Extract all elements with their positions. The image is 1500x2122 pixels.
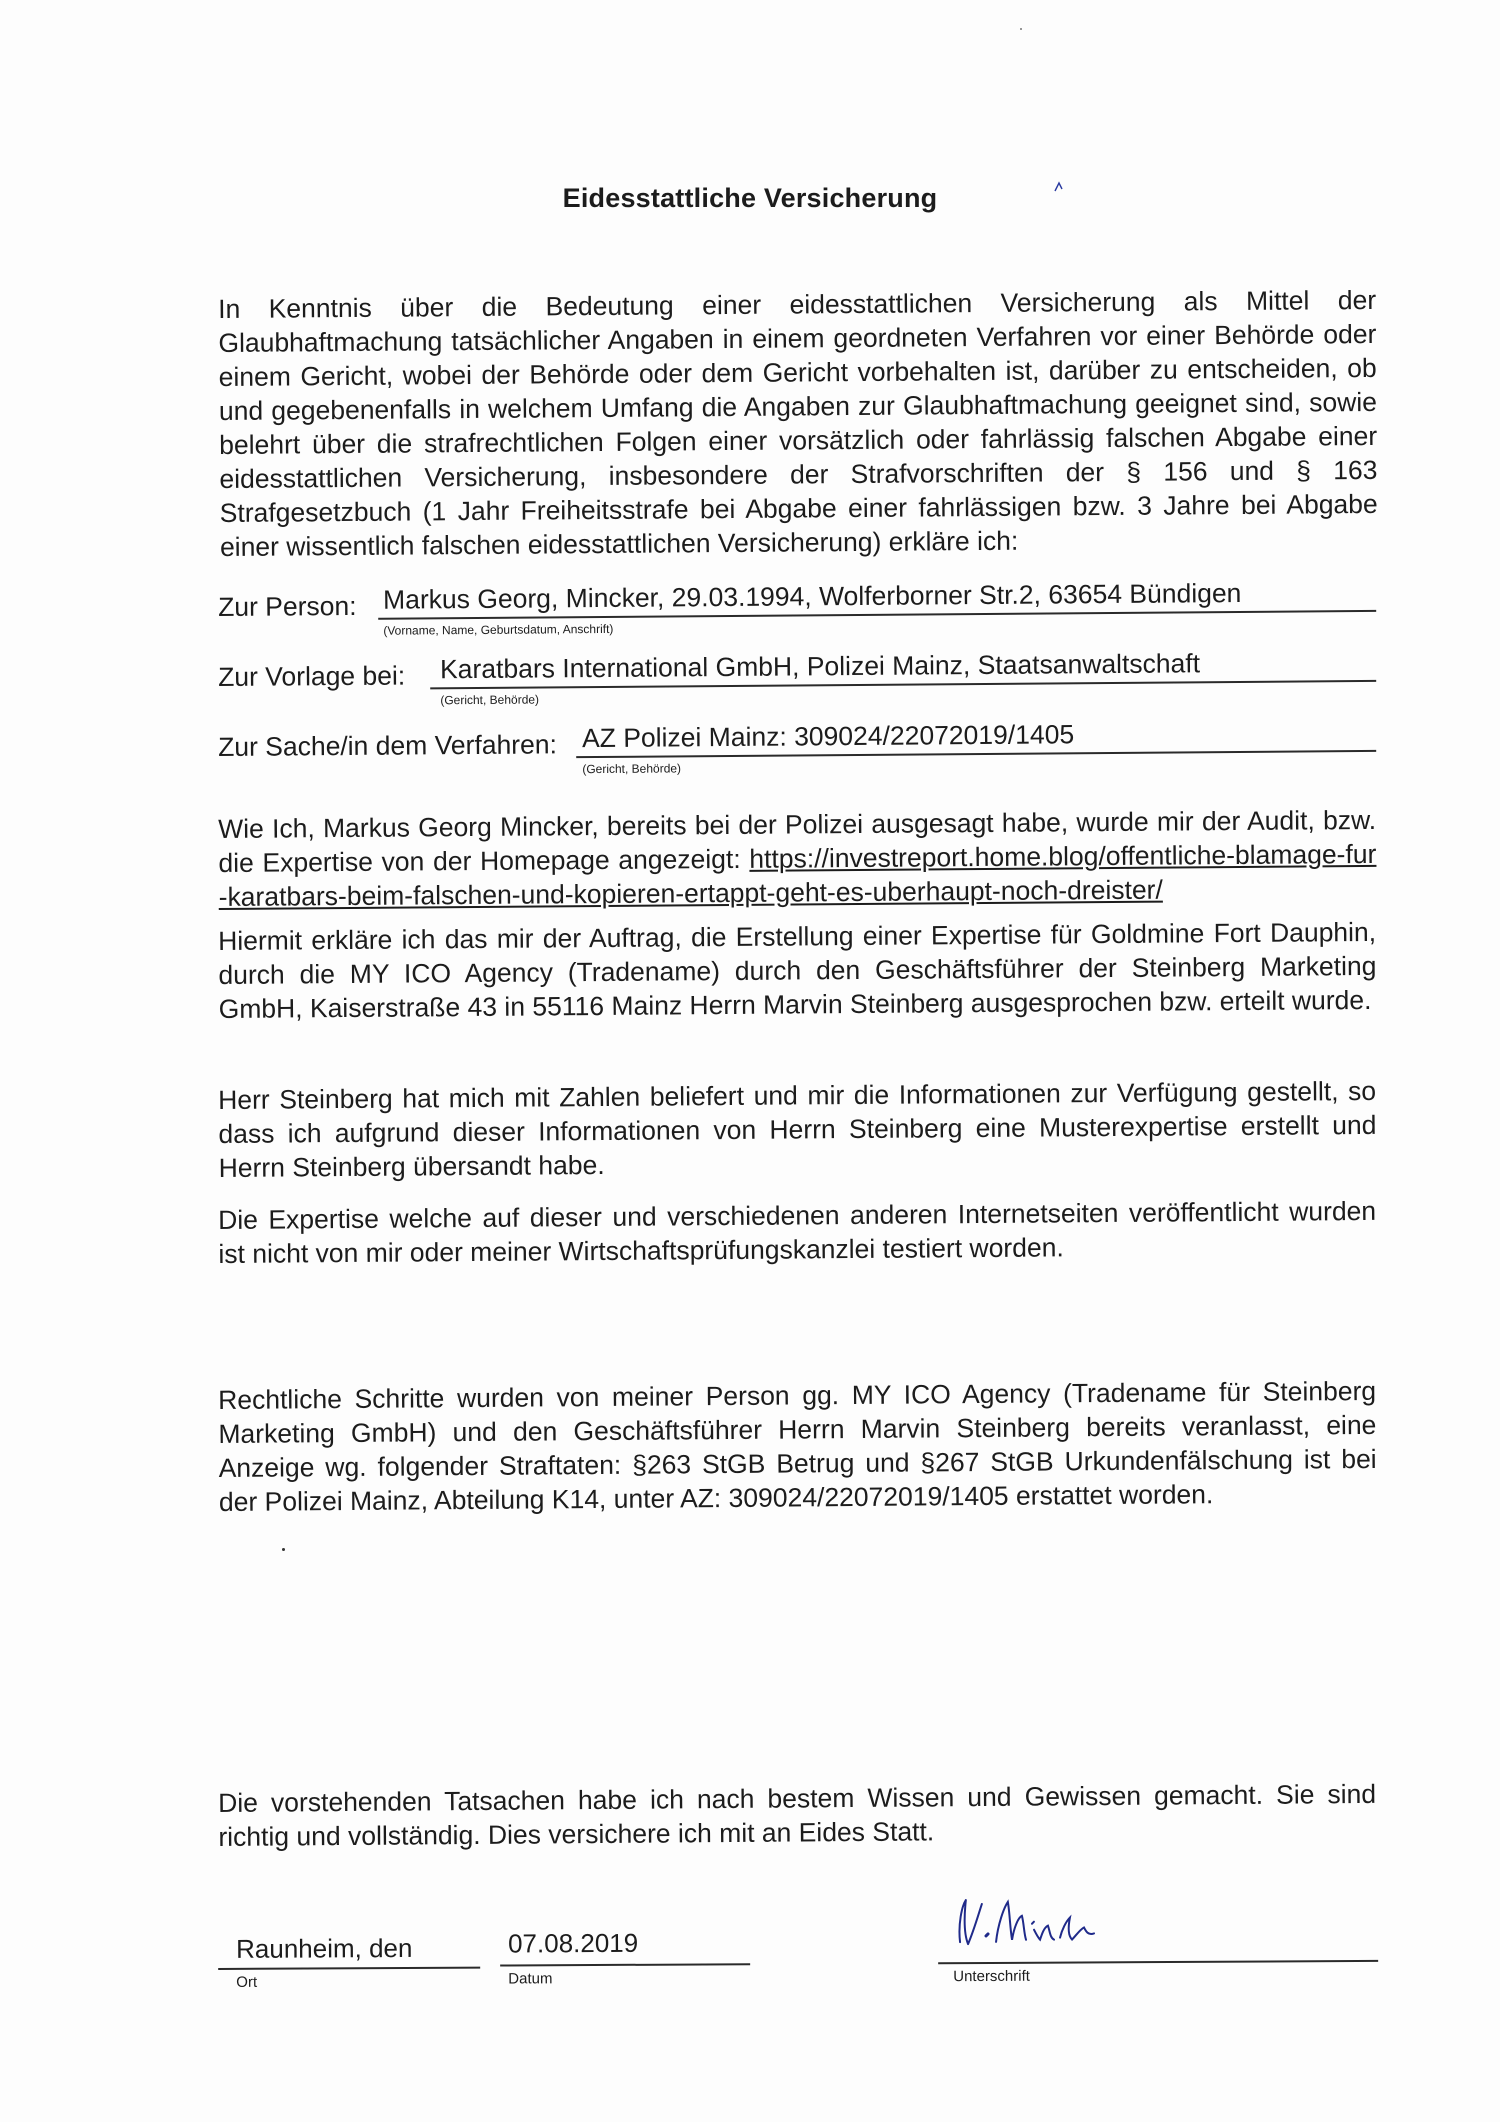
- sache-hint: (Gericht, Behörde): [582, 761, 682, 777]
- sache-label: Zur Sache/in dem Verfahren:: [218, 729, 558, 762]
- person-hint: (Vorname, Name, Geburtsdatum, Anschrift): [383, 621, 614, 638]
- date-rule: [500, 1963, 750, 1966]
- paragraph-auftrag: Hiermit erkläre ich das mir der Auftrag, die Erstellung einer Expertise für Goldmine Fort Dauphin, durch die MY ICO Agency (Tradename) durch den Geschäftsführer der Steinberg Marketing GmbH, Kaiserstraße 43 in 55116 Mainz Herrn Marvin Steinberg ausgesprochen bzw. erteilt wurde.: [218, 916, 1377, 1024]
- sache-value: AZ Polizei Mainz: 309024/22072019/1405: [581, 719, 1075, 754]
- vorlage-value: Karatbars International GmbH, Polizei Mainz, Staatsanwaltschaft: [439, 648, 1201, 685]
- place-rule: [218, 1967, 480, 1970]
- paragraph-audit-text: Wie Ich, Markus Georg Mincker, bereits bei der Polizei ausgesagt habe, wurde mir der Audit, bzw. die Expertise von der Homepage angezeigt:: [218, 804, 1377, 878]
- document-title: Eidesstattliche Versicherung: [562, 183, 938, 213]
- vorlage-hint: (Gericht, Behörde): [440, 692, 540, 708]
- stray-pen-mark: [1052, 180, 1066, 194]
- place-value: Raunheim, den: [235, 1932, 413, 1964]
- signature-caption: Unterschrift: [953, 1967, 1030, 1986]
- paragraph-audit: [218, 803, 1377, 914]
- paragraph-rechtliche-schritte: Rechtliche Schritte wurden von meiner Person gg. MY ICO Agency (Tradename für Steinberg Marketing GmbH) und den Geschäftsführer Herrn Marvin Steinberg bereits veranlasst, eine Anzeige wg. folgender Straftaten: §263 StGB Betrug und §267 StGB Urkundenfälschung ist bei der Polizei Mainz, Abteilung K14, unter AZ: 309024/22072019/1405 erstattet worden.: [218, 1375, 1377, 1517]
- person-label: Zur Person:: [218, 590, 357, 622]
- date-caption: Datum: [508, 1970, 553, 1988]
- stray-dot: [282, 1548, 285, 1551]
- paragraph-expertise: Die Expertise welche auf dieser und verschiedenen anderen Internetseiten veröffentlicht wurden ist nicht von mir oder meiner Wirtschaftsprüfungskanzlei testiert worden.: [218, 1195, 1377, 1269]
- place-caption: Ort: [236, 1973, 258, 1991]
- signature-row: [218, 1928, 1378, 2004]
- closing-statement: Die vorstehenden Tatsachen habe ich nach bestem Wissen und Gewissen gemacht. Sie sind richtig und vollständig. Dies versichere ich mit an Eides Statt.: [218, 1778, 1377, 1852]
- signature-rule: [938, 1960, 1378, 1964]
- stray-dot-top: [1020, 28, 1022, 30]
- paragraph-zahlen: Herr Steinberg hat mich mit Zahlen beliefert und mir die Informationen zur Verfügung gestellt, so dass ich aufgrund dieser Informationen von Herrn Steinberg eine Musterexpertise erstellt und Herrn Steinberg übersandt habe.: [218, 1075, 1377, 1183]
- handwritten-signature: [948, 1893, 1098, 1954]
- investreport-link[interactable]: https://investreport.home.blog/offentliche-blamage-fur-karatbars-beim-falschen-und-kopieren-ertappt-geht-es-uberhaupt-noch-dreister/: [218, 838, 1377, 912]
- intro-paragraph: In Kenntnis über die Bedeutung einer eidesstattlichen Versicherung als Mittel der Glaubhaftmachung tatsächlicher Angaben in einem geordneten Verfahren vor einer Behörde oder einem Gericht, wobei der Behörde oder dem Gericht vorbehalten ist, darüber zu entscheiden, ob und gegebenenfalls in welchem Umfang die Angaben zur Glaubhaftmachung geeignet sind, sowie belehrt über die strafrechtlichen Folgen einer vorsätzlich oder fahrlässig falschen Abgabe einer eidesstattlichen Versicherung, insbesondere der Strafvorschriften der § 156 und § 163 Strafgesetzbuch (1 Jahr Freiheitsstrafe bei Abgabe einer fahrlässigen bzw. 3 Jahre bei Abgabe einer wissentlich falschen eidesstattlichen Versicherung) erkläre ich:: [218, 284, 1378, 562]
- person-value: Markus Georg, Mincker, 29.03.1994, Wolferborner Str.2, 63654 Bündigen: [382, 577, 1242, 615]
- date-value: 07.08.2019: [507, 1927, 639, 1959]
- vorlage-label: Zur Vorlage bei:: [218, 660, 406, 692]
